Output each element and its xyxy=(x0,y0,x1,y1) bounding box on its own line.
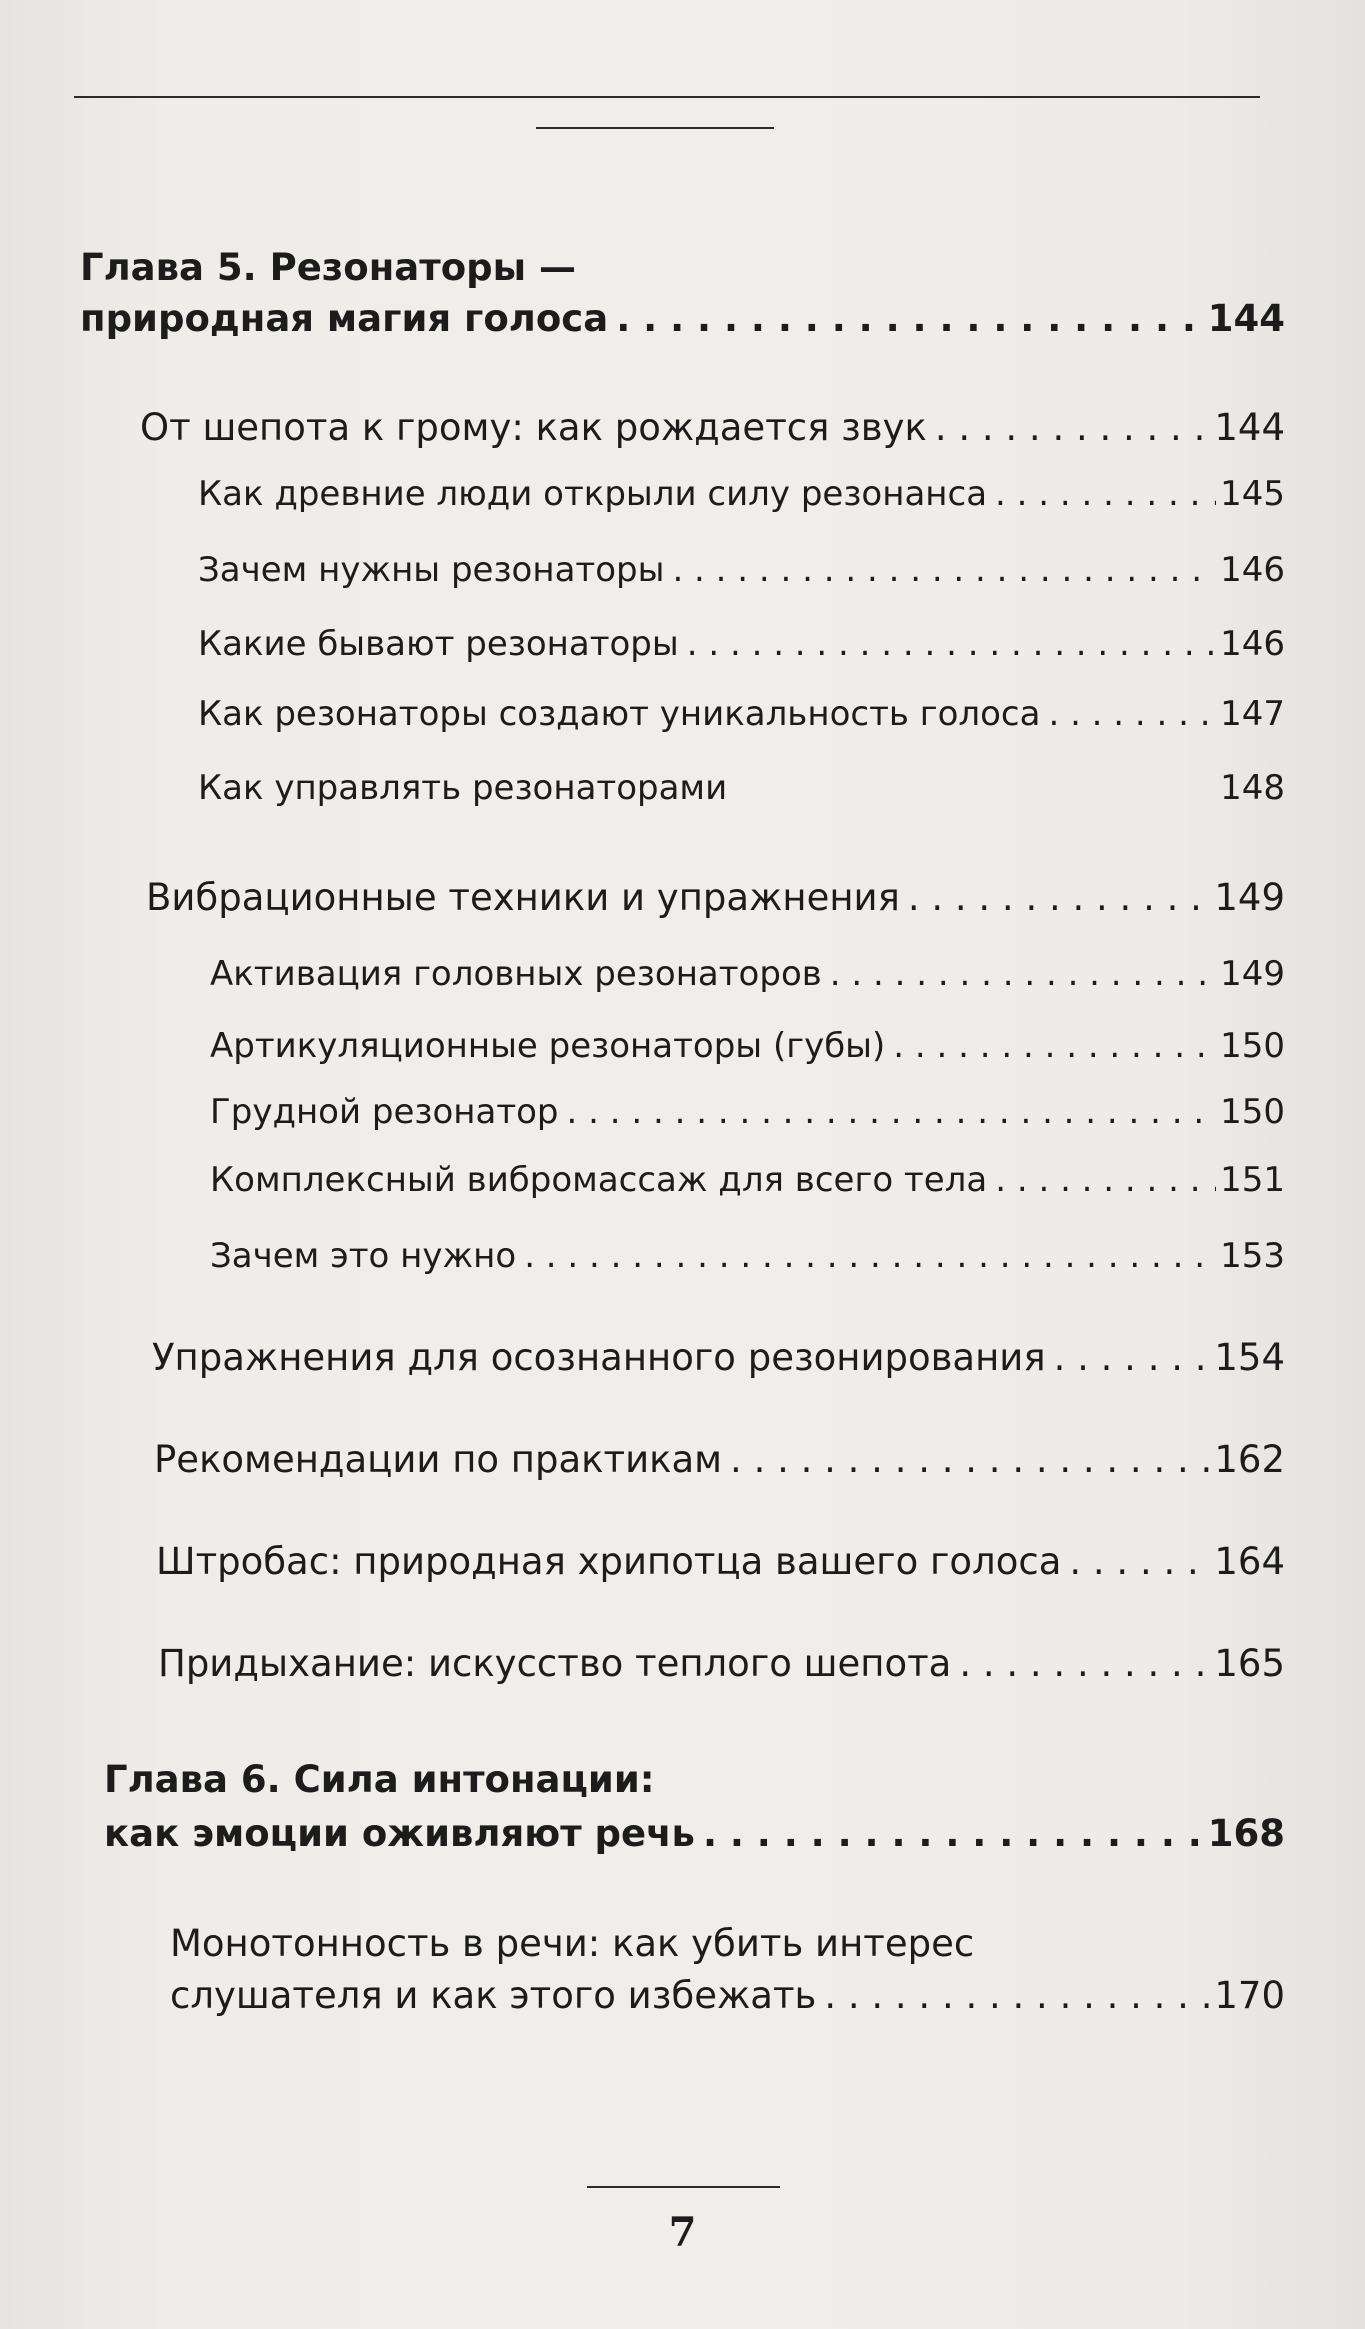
dot-leader xyxy=(1069,1540,1210,1583)
dot-leader xyxy=(935,406,1211,449)
dot-leader xyxy=(672,550,1216,590)
dot-leader xyxy=(830,954,1216,994)
dot-leader xyxy=(893,1026,1216,1066)
toc-entry-subsection[interactable] xyxy=(210,1092,1285,1132)
toc-entry-chapter-5[interactable] xyxy=(80,297,1285,340)
header-rule xyxy=(74,96,1260,98)
subsection-page: 150 xyxy=(1220,1092,1285,1132)
section-page: 170 xyxy=(1214,1974,1285,2017)
subsection-title: Комплексный вибромассаж для всего тела xyxy=(210,1160,988,1200)
toc-entry-section[interactable] xyxy=(156,1540,1285,1583)
dot-leader xyxy=(687,624,1216,664)
section-title: Рекомендации по практикам xyxy=(154,1438,723,1481)
subsection-title: Артикуляционные резонаторы (губы) xyxy=(210,1026,886,1066)
subsection-page: 147 xyxy=(1220,694,1285,734)
section-title: Вибрационные техники и упражнения xyxy=(146,876,900,919)
section-title: Придыхание: искусство теплого шепота xyxy=(158,1642,952,1685)
subsection-page: 145 xyxy=(1220,474,1285,514)
dot-leader xyxy=(730,1438,1210,1481)
dot-leader xyxy=(995,474,1216,514)
subsection-title: Грудной резонатор xyxy=(210,1092,559,1132)
subsection-page: 148 xyxy=(1220,768,1285,808)
toc-entry-section[interactable] xyxy=(152,1336,1285,1379)
subsection-page: 146 xyxy=(1220,550,1285,590)
toc-entry-section[interactable] xyxy=(154,1438,1285,1481)
subsection-title: Какие бывают резонаторы xyxy=(198,624,679,664)
dot-leader xyxy=(567,1092,1217,1132)
toc-entry-section[interactable] xyxy=(146,876,1285,919)
toc-entry-subsection[interactable] xyxy=(198,624,1285,664)
footer-rule xyxy=(587,2186,780,2188)
subsection-title: Как управлять резонаторами xyxy=(198,768,728,808)
subsection-page: 146 xyxy=(1220,624,1285,664)
toc-entry-subsection[interactable] xyxy=(210,1236,1285,1276)
toc-entry-subsection[interactable] xyxy=(198,550,1285,590)
subsection-title: Как древние люди открыли силу резонанса xyxy=(198,474,988,514)
subsection-title: Как резонаторы создают уникальность голоса xyxy=(198,694,1041,734)
chapter-5-title-line1: Глава 5. Резонаторы — xyxy=(80,246,576,289)
dot-leader xyxy=(1048,694,1216,734)
dot-leader xyxy=(959,1642,1210,1685)
toc-entry-section[interactable] xyxy=(170,1974,1285,2017)
subsection-title: Зачем это нужно xyxy=(210,1236,517,1276)
subsection-title: Зачем нужны резонаторы xyxy=(198,550,665,590)
toc-entry-subsection[interactable] xyxy=(198,474,1285,514)
toc-entry-chapter-6[interactable] xyxy=(104,1812,1285,1855)
toc-entry-subsection[interactable] xyxy=(210,1160,1285,1200)
section-page: 164 xyxy=(1214,1540,1285,1583)
dot-leader xyxy=(995,1160,1216,1200)
page-number: 7 xyxy=(668,2209,697,2256)
header-short-rule xyxy=(536,127,774,129)
chapter-6-title-line1: Глава 6. Сила интонации: xyxy=(104,1758,655,1801)
section-title-line2: слушателя и как этого избежать xyxy=(170,1974,817,2017)
dot-leader xyxy=(908,876,1211,919)
section-title: От шепота к грому: как рождается звук xyxy=(140,406,927,449)
chapter-6-title-line2: как эмоции оживляют речь xyxy=(104,1812,695,1855)
section-title-line1: Монотонность в речи: как убить интерес xyxy=(170,1922,975,1965)
dot-leader xyxy=(1054,1336,1211,1379)
toc-entry-subsection[interactable] xyxy=(210,1026,1285,1066)
subsection-page: 150 xyxy=(1220,1026,1285,1066)
toc-entry-section[interactable] xyxy=(158,1642,1285,1685)
section-page: 162 xyxy=(1214,1438,1285,1481)
dot-leader xyxy=(524,1236,1216,1276)
subsection-page: 149 xyxy=(1220,954,1285,994)
chapter-6-page: 168 xyxy=(1207,1812,1285,1855)
dot-leader xyxy=(824,1974,1210,2017)
subsection-page: 153 xyxy=(1220,1236,1285,1276)
chapter-5-page: 144 xyxy=(1207,297,1285,340)
chapter-5-title-line2: природная магия голоса xyxy=(80,297,609,340)
dot-leader xyxy=(616,297,1204,340)
subsection-title: Активация головных резонаторов xyxy=(210,954,822,994)
section-title: Штробас: природная хрипотца вашего голоса xyxy=(156,1540,1062,1583)
toc-entry-section[interactable] xyxy=(140,406,1285,449)
dot-leader xyxy=(703,1812,1204,1855)
section-page: 154 xyxy=(1214,1336,1285,1379)
section-page: 144 xyxy=(1214,406,1285,449)
subsection-page: 151 xyxy=(1220,1160,1285,1200)
section-page: 149 xyxy=(1214,876,1285,919)
toc-entry-subsection[interactable] xyxy=(198,694,1285,734)
toc-entry-subsection[interactable] xyxy=(210,954,1285,994)
toc-entry-subsection[interactable] xyxy=(198,768,1285,808)
section-title: Упражнения для осознанного резонирования xyxy=(152,1336,1046,1379)
section-page: 165 xyxy=(1214,1642,1285,1685)
